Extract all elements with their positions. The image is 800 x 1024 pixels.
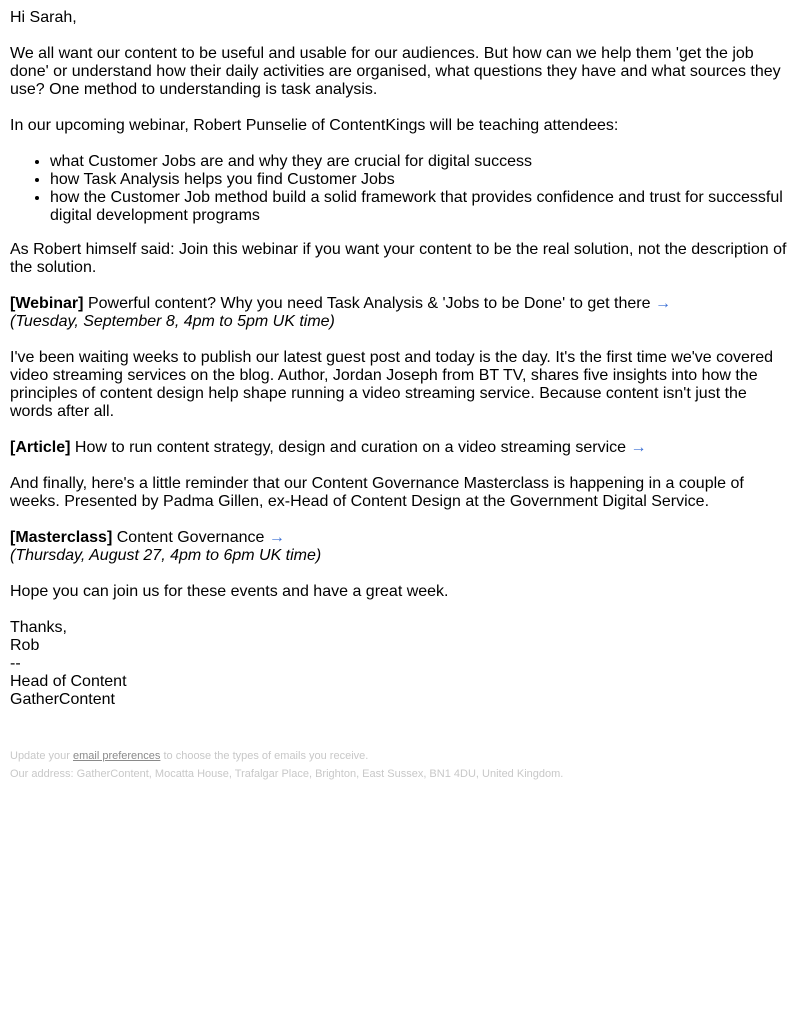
signature-name: Rob [10, 637, 40, 654]
masterclass-intro: And finally, here's a little reminder that our Content Governance Masterclass is happening in a couple of weeks. Presented by Padma Gillen, ex-Head of Content Design at the Government Digital Service. [10, 475, 744, 510]
footer-update-suffix: to choose the types of emails you receive. [160, 750, 369, 762]
webinar-block [10, 295, 790, 331]
webinar-time: (Tuesday, September 8, 4pm to 5pm UK time) [10, 313, 335, 330]
masterclass-arrow-link[interactable]: → [268, 529, 285, 546]
footer-preferences [10, 747, 790, 765]
article-arrow-link[interactable]: → [630, 439, 647, 456]
footer-address: Our address: GatherContent, Mocatta House, Trafalgar Place, Brighton, East Sussex, BN1 4DU, United Kingdom. [10, 768, 564, 780]
footer-update-prefix: Update your [10, 750, 73, 762]
closing-paragraph: Hope you can join us for these events and have a great week. [10, 583, 449, 600]
signature-separator: -- [10, 655, 21, 672]
signature-thanks: Thanks, [10, 619, 67, 636]
masterclass-block [10, 529, 790, 565]
masterclass-time: (Thursday, August 27, 4pm to 6pm UK time) [10, 547, 322, 564]
signature-role: Head of Content [10, 673, 127, 690]
list-item: • how the Customer Job method build a solid framework that provides confidence and trust for successful digital development programs [50, 189, 790, 225]
article-block [10, 439, 790, 457]
signature-company: GatherContent [10, 691, 115, 708]
masterclass-label: [Masterclass] [10, 529, 113, 546]
webinar-title: Powerful content? Why you need Task Analysis & 'Jobs to be Done' to get there [87, 295, 651, 312]
article-intro: I've been waiting weeks to publish our latest guest post and today is the day. It's the first time we've covered video streaming services on the blog. Author, Jordan Joseph from BT TV, shares five insights into how the principles of content design help shape running a video streaming service. Because content isn't just the words after all. [10, 349, 774, 420]
article-label: [Article] [10, 439, 71, 456]
webinar-arrow-link[interactable]: → [654, 295, 671, 312]
email-preferences-link[interactable]: email preferences [72, 750, 161, 762]
intro-paragraph: We all want our content to be useful and usable for our audiences. But how can we help them 'get the job done' or understand how their daily activities are organised, what questions they have and what sources they use? One method to understanding is task analysis. [10, 45, 781, 98]
topic-list [10, 153, 790, 225]
list-item: • what Customer Jobs are and why they are crucial for digital success [50, 153, 790, 171]
list-item: • how Task Analysis helps you find Customer Jobs [50, 171, 790, 189]
article-title: How to run content strategy, design and curation on a video streaming service [74, 439, 627, 456]
greeting: Hi Sarah, [10, 9, 77, 26]
footer [10, 747, 790, 783]
webinar-label: [Webinar] [10, 295, 84, 312]
quote-paragraph: As Robert himself said: Join this webinar if you want your content to be the real solution, not the description of the solution. [10, 241, 787, 276]
signature [10, 619, 790, 709]
masterclass-title: Content Governance [116, 529, 265, 546]
webinar-intro: In our upcoming webinar, Robert Punselie of ContentKings will be teaching attendees: [10, 117, 619, 134]
